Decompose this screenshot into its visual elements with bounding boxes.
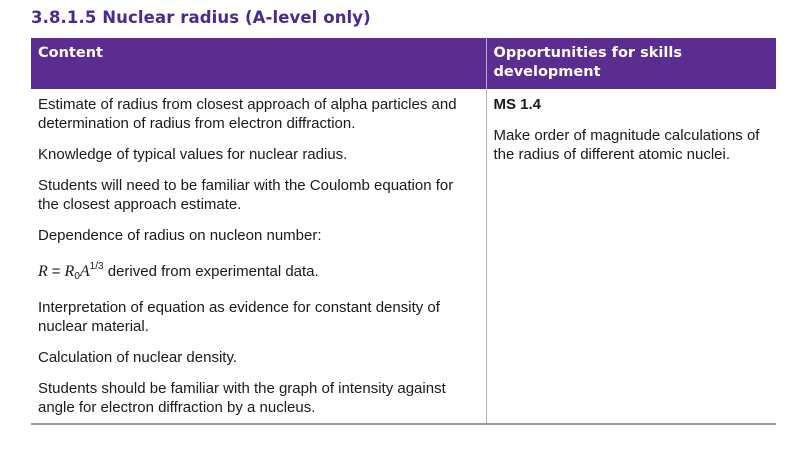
content-cell bbox=[31, 89, 486, 424]
formula-r-subscript: 0 bbox=[74, 271, 80, 282]
skills-cell bbox=[486, 89, 776, 424]
content-paragraph: Dependence of radius on nucleon number: bbox=[38, 227, 322, 244]
skill-code: MS 1.4 bbox=[493, 96, 542, 113]
content-paragraph: Estimate of radius from closest approach of alpha particles and determination of radius from electron diffraction. bbox=[38, 96, 457, 132]
content-paragraph: Students should be familiar with the graph of intensity against angle for electron diffraction by a nucleus. bbox=[38, 380, 446, 416]
section-heading: 3.8.1.5 Nuclear radius (A-level only) bbox=[31, 8, 371, 27]
radius-formula bbox=[38, 263, 104, 280]
table-row bbox=[31, 89, 776, 424]
content-paragraph: Knowledge of typical values for nuclear radius. bbox=[38, 146, 348, 163]
formula-paragraph bbox=[38, 257, 478, 286]
table-header-row bbox=[31, 38, 776, 89]
formula-a-symbol: A bbox=[79, 263, 90, 280]
formula-r-symbol: R bbox=[64, 263, 75, 280]
header-skills: Opportunities for skills development bbox=[486, 38, 776, 89]
formula-equals: = bbox=[51, 263, 61, 280]
formula-a-exponent: 1/3 bbox=[89, 261, 104, 272]
header-content: Content bbox=[31, 38, 486, 89]
spec-table bbox=[31, 38, 776, 425]
formula-lhs: R bbox=[38, 263, 48, 280]
skill-description: Make order of magnitude calculations of the radius of different atomic nuclei. bbox=[493, 127, 760, 163]
formula-suffix: derived from experimental data. bbox=[107, 263, 319, 280]
content-paragraph: Interpretation of equation as evidence for constant density of nuclear material. bbox=[38, 299, 440, 335]
content-paragraph: Students will need to be familiar with the Coulomb equation for the closest approach estimate. bbox=[38, 177, 454, 213]
content-paragraph: Calculation of nuclear density. bbox=[38, 349, 237, 366]
